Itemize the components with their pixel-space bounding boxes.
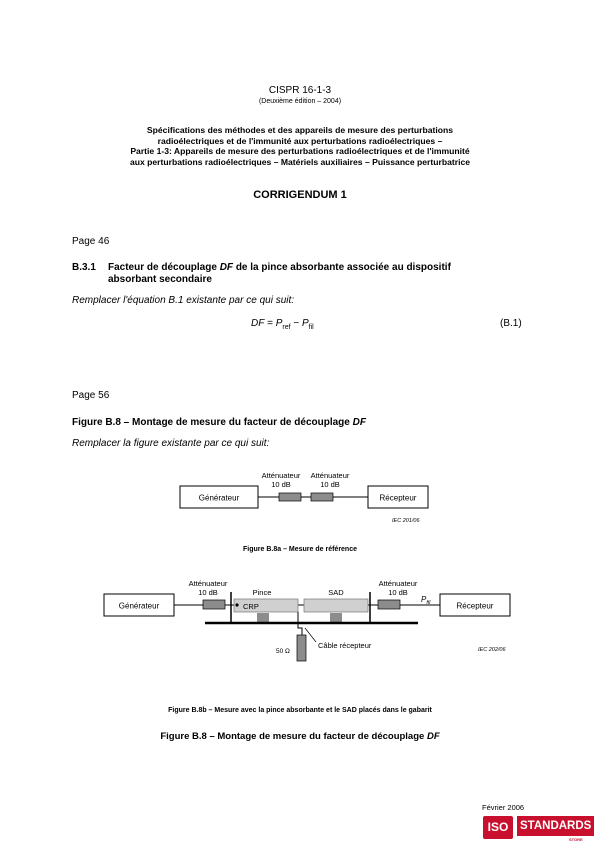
figure-heading-df: DF [352, 417, 366, 428]
title-line: aux perturbations radioélectriques – Matériels auxiliaires – Puissance perturbatrice [129, 156, 471, 167]
equation [251, 318, 314, 331]
iso-standards-logo [483, 813, 595, 843]
attenuator-1 [279, 493, 301, 501]
title-line: Spécifications des méthodes et des appareils de mesure des perturbations [146, 125, 454, 135]
attenuator-2-value: 10 dB [320, 480, 340, 489]
document-id: CISPR 16-1-3 [268, 85, 332, 96]
iec-reference: IEC 202/06 [478, 647, 506, 653]
sad-label: SAD [328, 588, 344, 597]
cable-label: Câble récepteur [318, 641, 372, 650]
instruction-text: Remplacer la figure existante par ce qui suit: [72, 438, 270, 449]
figure-b8b [0, 575, 600, 665]
clause-title-part: Facteur de découplage [108, 262, 220, 273]
figure-heading-part: Figure B.8 – Montage de mesure du facteur de découplage [72, 417, 353, 428]
logo-standards-text: STANDARDS [517, 816, 594, 836]
iso-logo-mark: ISO [483, 816, 513, 839]
figure-title-part: Figure B.8 – Montage de mesure du facteur de découplage [160, 731, 427, 742]
clause-title [108, 262, 528, 286]
attenuator-2-label: Atténuateur [310, 471, 350, 480]
logo-store-text: STORE [569, 837, 583, 842]
edition-note: (Deuxième édition – 2004) [258, 98, 342, 105]
figure-caption: Figure B.8b – Mesure avec la pince absorbante et le SAD placés dans le gabarit [168, 707, 432, 714]
page-reference: Page 46 [72, 236, 110, 247]
figure-caption: Figure B.8a – Mesure de référence [243, 546, 357, 553]
eq-p2: P [302, 318, 309, 329]
eq-p1-sub: ref [282, 324, 291, 331]
sad-device [304, 599, 368, 612]
clamp-label: Pince [252, 588, 272, 597]
equation-number: (B.1) [500, 318, 522, 329]
page-reference: Page 56 [72, 390, 110, 401]
clause-title-line2: absorbant secondaire [108, 274, 212, 285]
attenuator-1 [203, 600, 225, 609]
receiver-label: Récepteur [379, 493, 417, 503]
attenuator-2-label: Atténuateur [378, 579, 418, 588]
crp-label: CRP [243, 602, 259, 611]
title-line: Partie 1-3: Appareils de mesure des perturbations radioélectriques et de l'immunité [130, 146, 470, 157]
figure-heading [72, 417, 366, 428]
p-fil-sub: fil [426, 600, 431, 606]
clause-title-df: DF [219, 262, 234, 273]
receiver-label: Récepteur [456, 601, 494, 611]
generator-label: Générateur [118, 601, 160, 611]
eq-p1: P [275, 318, 283, 329]
attenuator-1-label: Atténuateur [261, 471, 301, 480]
instruction-text: Remplacer l'équation B.1 existante par ce qui suit: [72, 295, 295, 306]
figure-b8a [0, 465, 600, 530]
iec-reference: IEC 201/06 [392, 518, 420, 524]
attenuator-2 [378, 600, 400, 609]
generator-label: Générateur [198, 493, 240, 503]
attenuator-2 [311, 493, 333, 501]
cable-leader-line [305, 628, 316, 642]
eq-p2-sub: fil [308, 324, 314, 331]
footer-date: Février 2006 [482, 803, 525, 812]
clause-number: B.3.1 [72, 262, 96, 273]
eq-sign: = [264, 318, 276, 329]
figure-title-df: DF [426, 731, 440, 742]
attenuator-1-label: Atténuateur [188, 579, 228, 588]
sad-support [330, 613, 342, 622]
attenuator-1-value: 10 dB [198, 588, 218, 597]
p-fil-symbol [421, 595, 431, 606]
document-title [0, 125, 600, 167]
load-label: 50 Ω [276, 648, 290, 655]
crp-marker [235, 603, 238, 606]
title-line: radioélectriques et de l'immunité aux perturbations radioélectriques – [157, 135, 443, 146]
attenuator-1-value: 10 dB [271, 480, 291, 489]
figure-title [0, 731, 600, 742]
p-fil-letter: P [421, 595, 427, 604]
attenuator-2-value: 10 dB [388, 588, 408, 597]
load-50ohm [297, 635, 306, 661]
clamp-support [257, 613, 269, 622]
corrigendum-heading: CORRIGENDUM 1 [253, 189, 347, 201]
eq-minus: − [290, 318, 302, 329]
eq-lhs: DF [251, 318, 265, 329]
clause-title-part: de la pince absorbante associée au dispositif [233, 262, 451, 273]
